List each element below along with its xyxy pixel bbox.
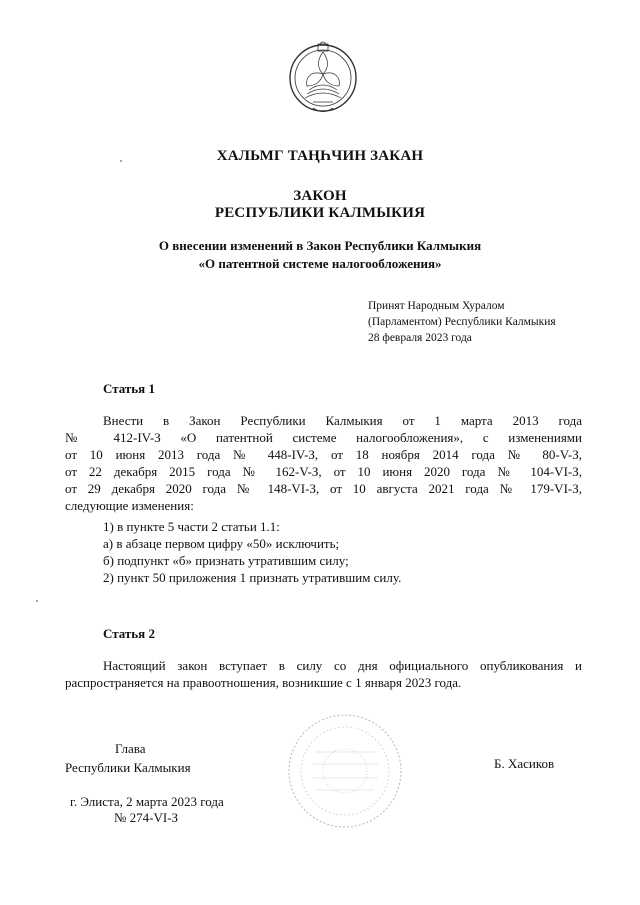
article-1-line: следующие изменения: [65,498,194,513]
article-1-line: Внести в Закон Республики Калмыкия от 1 марта 2013 года [103,413,582,428]
adoption-line-2: (Парламентом) Республики Калмыкия [368,316,556,328]
adoption-line-1: Принят Народным Хуралом [368,300,505,312]
article-1-line: от 10 июня 2013 года № 448-IV-З, от 18 ноября 2014 года № 80-V-З, [65,447,582,462]
article-2-paragraph [65,657,582,691]
signatory-position-2: Республики Калмыкия [65,760,191,775]
law-label: ЗАКОН [293,188,347,204]
article-1-item: а) в абзаце первом цифру «50» исключить; [103,536,340,551]
adoption-note [368,298,556,346]
law-number: № 274-VI-З [114,810,179,825]
article-2-line: распространяется на правоотношения, возникшие с 1 января 2023 года. [65,675,462,690]
place-and-date: г. Элиста, 2 марта 2023 года [70,794,224,809]
signatory-name: Б. Хасиков [494,756,555,771]
article-2-line: Настоящий закон вступает в силу со дня официального опубликования и [103,658,582,673]
scan-speck [120,160,122,162]
article-1-item: 1) в пункте 5 части 2 статьи 1.1: [103,519,280,534]
coat-of-arms-emblem [287,40,359,118]
signatory-position-1: Глава [115,741,146,756]
article-1-paragraph [65,412,582,514]
republic-title: РЕСПУБЛИКИ КАЛМЫКИЯ [214,205,426,221]
article-1-title: Статья 1 [103,381,155,396]
article-1-line: от 29 декабря 2020 года № 148-VI-З, от 10 августа 2021 года № 179-VI-З, [65,481,582,496]
article-1-line: № 412-IV-З «О патентной системе налогообложения», с изменениями [65,430,582,445]
subject-line-1: О внесении изменений в Закон Республики Калмыкия [158,238,482,253]
official-seal [286,712,404,830]
article-2-title: Статья 2 [103,626,155,641]
scan-speck [36,600,38,602]
kalmyk-title: ХАЛЬМГ ТАҢҺЧИН ЗАКАН [216,148,424,164]
article-1-item: 2) пункт 50 приложения 1 признать утратившим силу. [103,570,402,585]
subject-line-2: «О патентной системе налогообложения» [198,256,442,271]
adoption-line-3: 28 февраля 2023 года [368,332,472,344]
article-1-line: от 22 декабря 2015 года № 162-V-З, от 10 июня 2020 года № 104-VI-З, [65,464,582,479]
article-1-item: б) подпункт «б» признать утратившим силу; [103,553,349,568]
